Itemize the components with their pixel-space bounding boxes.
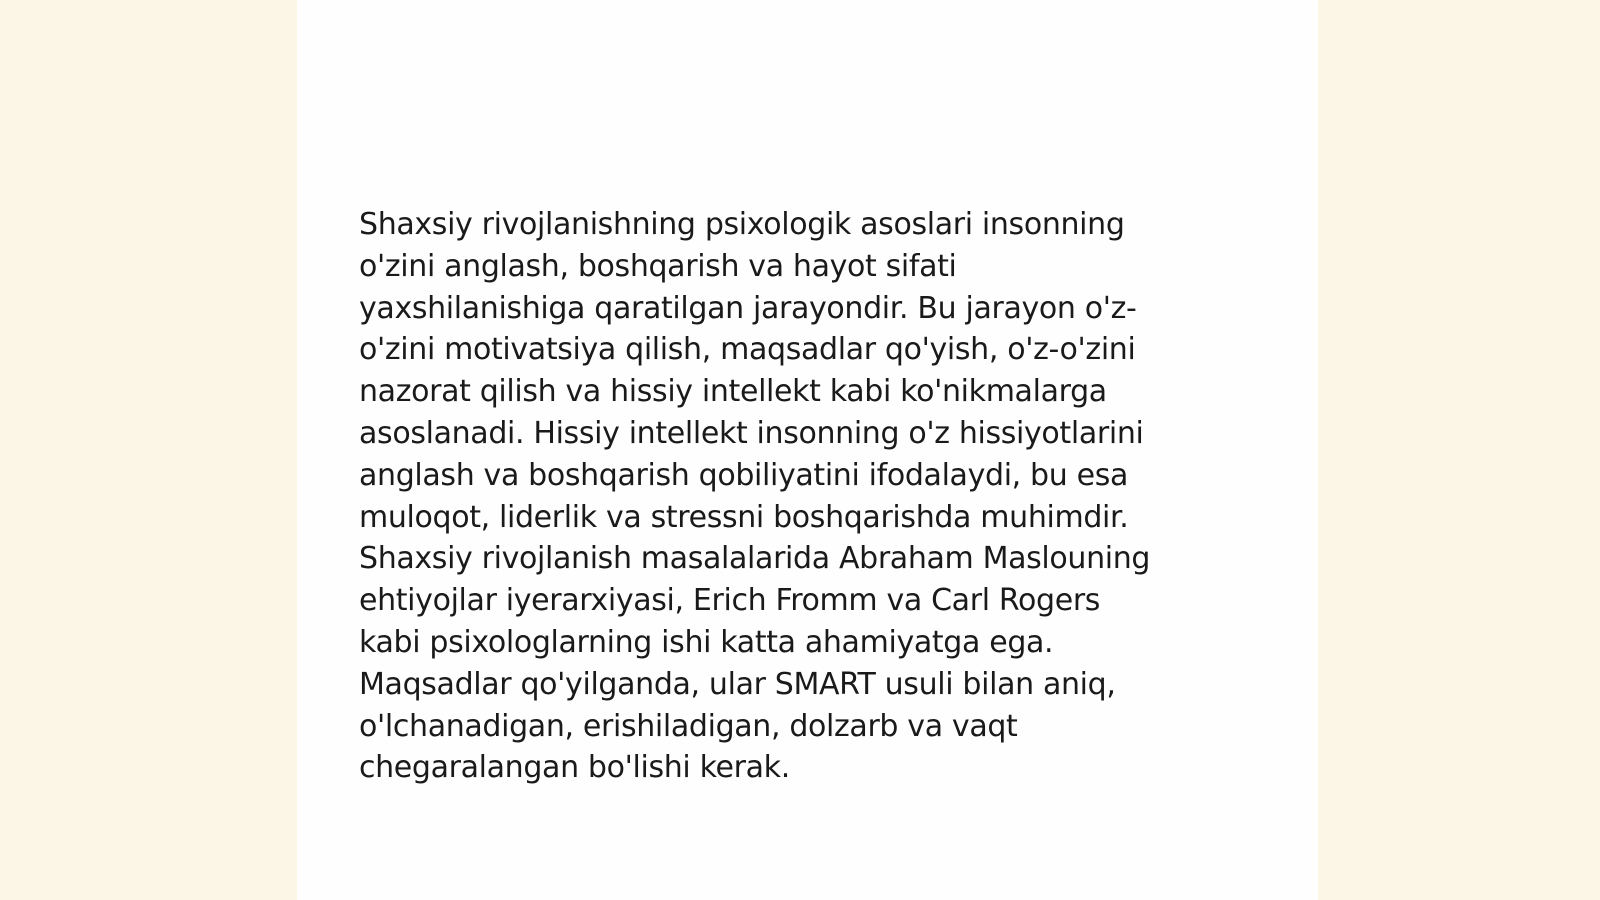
body-paragraph: Shaxsiy rivojlanishning psixologik asoslari insonning o'zini anglash, boshqarish va hayot sifati yaxshilanishiga qaratilgan jarayondir. Bu jarayon o'z- o'zini motivatsiya qilish, maqsadlar qo'yish, o'z-o'zini nazorat qilish va hissiy intellekt kabi ko'nikmalarga asoslanadi. Hissiy intellekt insonning o'z hissiyotlarini anglash va boshqarish qobiliyatini ifodalaydi, bu esa muloqot, liderlik va stressni boshqarishda muhimdir. Shaxsiy rivojlanish masalalarida Abraham Maslouning ehtiyojlar iyerarxiyasi, Erich Fromm va Carl Rogers kabi psixologlarning ishi katta ahamiyatga ega. Maqsadlar qo'yilganda, ular SMART usuli bilan aniq, o'lchanadigan, erishiladigan, dolzarb va vaqt chegaralangan bo'lishi kerak. <box>359 207 1151 786</box>
left-margin-background <box>0 0 297 900</box>
document-page <box>297 0 1318 900</box>
right-margin-background <box>1318 0 1600 900</box>
